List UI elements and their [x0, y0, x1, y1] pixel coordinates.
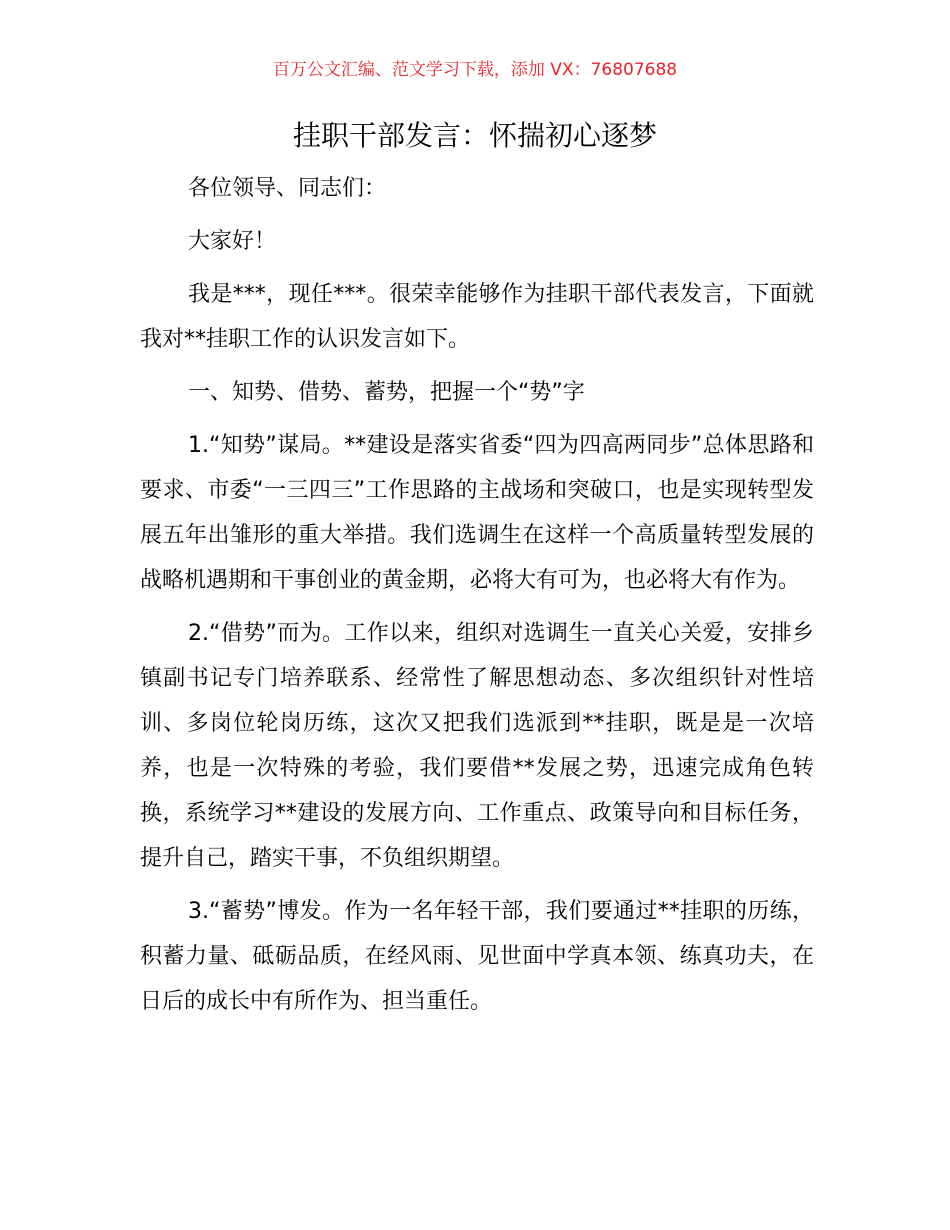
paragraph-gap: [140, 415, 814, 423]
intro-paragraph: 我是***，现任***。很荣幸能够作为挂职干部代表发言，下面就我对**挂职工作的认识发言如下。: [140, 282, 814, 352]
paragraph-gap: [140, 881, 814, 889]
point-2-paragraph: 2.“借势”而为。工作以来，组织对选调生一直关心关爱，安排乡镇副书记专门培养联系、经常性了解思想动态、多次组织针对性培训、多岗位轮岗历练，这次又把我们选派到**挂职，既是是一次培养，也是一次特殊的考验，我们要借**发展之势，迅速完成角色转换，系统学习**建设的发展方向、工作重点、政策导向和目标任务，提升自己，踏实干事，不负组织期望。: [140, 621, 814, 871]
paragraph-gap: [140, 211, 814, 219]
header-ad-note: 百万公文汇编、范文学习下载，添加 VX：76807688: [272, 60, 678, 80]
paragraph-gap: [140, 603, 814, 611]
point-3-paragraph: 3.“蓄势”博发。作为一名年轻干部，我们要通过**挂职的历练，积蓄力量、砥砺品质，在经风雨、见世面中学真本领、练真功夫，在日后的成长中有所作为、担当重任。: [140, 899, 814, 1014]
document-title: 挂职干部发言：怀揣初心逐梦: [292, 119, 657, 152]
section-heading: 一、知势、借势、蓄势，把握一个“势”字: [188, 380, 585, 405]
document-body: [140, 166, 814, 1024]
point-1-paragraph: 1.“知势”谋局。**建设是落实省委“四为四高两同步”总体思路和要求、市委“一三四三”工作思路的主战场和突破口，也是实现转型发展五年出雏形的重大举措。我们选调生在这样一个高质量转型发展的战略机遇期和干事创业的黄金期，必将大有可为，也必将大有作为。: [140, 433, 814, 593]
salutation: 各位领导、同志们：: [188, 176, 387, 201]
paragraph-gap: [140, 362, 814, 370]
paragraph-gap: [140, 264, 814, 272]
greeting: 大家好！: [188, 229, 277, 254]
